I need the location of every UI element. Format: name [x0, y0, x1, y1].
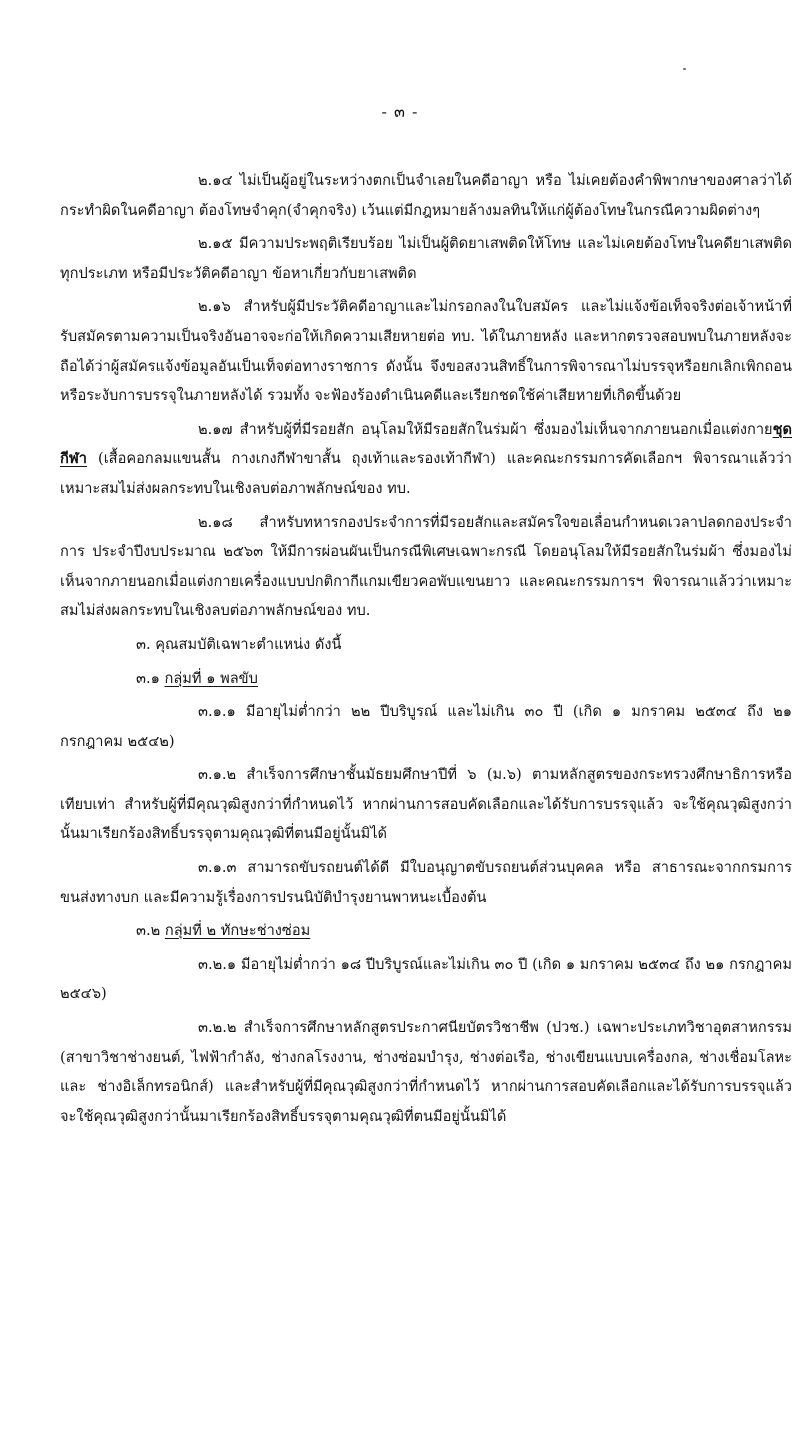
- group-1-number: ๓.๑: [136, 669, 165, 687]
- document-body: [60, 166, 792, 1135]
- clause-2-17-text-c: (เสื้อคอกลมแขนสั้น กางเกงกีฬาขาสั้น ถุงเท้าและรองเท้ากีฬา) และคณะกรรมการคัดเลือกฯ พิจารณาแล้วว่าเหมาะสมไม่ส่งผลกระทบในเชิงลบต่อภาพลักษณ์ของ ทบ.: [60, 450, 792, 497]
- group-2-heading: [60, 916, 792, 946]
- clause-3-1-2: ๓.๑.๒ สำเร็จการศึกษาชั้นมัธยมศึกษาปีที่ ๖ (ม.๖) ตามหลักสูตรของกระทรวงศึกษาธิการหรือเทียบเท่า สำหรับผู้ที่มีคุณวุฒิสูงกว่าที่กำหนดไว้ หากผ่านการสอบคัดเลือกและได้รับการบรรจุแล้ว จะใช้คุณวุฒิสูงกว่านั้นมาเรียกร้องสิทธิ์บรรจุตามคุณวุฒิที่ตนมีอยู่นั้นมิได้: [60, 766, 792, 843]
- clause-2-17-text-a: ๒.๑๗ สำหรับผู้ที่มีรอยสัก อนุโลมให้มีรอยสักในร่มผ้า ซึ่งมองไม่เห็นจากภายนอกเมื่อแต่งกาย: [198, 420, 773, 438]
- group-1-heading: [60, 664, 792, 694]
- clause-3-2-2: ๓.๒.๒ สำเร็จการศึกษาหลักสูตรประกาศนียบัตรวิชาชีพ (ปวช.) เฉพาะประเภทวิชาอุตสาหกรรม (สาขาวิชาช่างยนต์, ไฟฟ้ากำลัง, ช่างกลโรงงาน, ช่างซ่อมบำรุง, ช่างต่อเรือ, ช่างเขียนแบบเครื่องกล, ช่างเชื่อมโลหะ และ ช่างอิเล็กทรอนิกส์) และสำหรับผู้ที่มีคุณวุฒิสูงกว่าที่กำหนดไว้ หากผ่านการสอบคัดเลือกและได้รับการบรรจุแล้ว จะใช้คุณวุฒิสูงกว่านั้นมาเรียกร้องสิทธิ์บรรจุตามคุณวุฒิที่ตนมีอยู่นั้นมิได้: [60, 1019, 792, 1125]
- clause-2-16: ๒.๑๖ สำหรับผู้มีประวัติคดีอาญาและไม่กรอกลงในใบสมัคร และไม่แจ้งข้อเท็จจริงต่อเจ้าหน้าที่รับสมัครตามความเป็นจริงอันอาจจะก่อให้เกิดความเสียหายต่อ ทบ. ได้ในภายหลัง และหากตรวจสอบพบในภายหลังจะถือได้ว่าผู้สมัครแจ้งข้อมูลอันเป็นเท็จต่อทางราชการ ดังนั้น จึงขอสงวนสิทธิ์ในการพิจารณาไม่บรรจุหรือยกเลิกเพิกถอนหรือระงับการบรรจุในภายหลังได้ รวมทั้ง จะฟ้องร้องดำเนินคดีและเรียกชดใช้ค่าเสียหายที่เกิดขึ้นด้วย: [60, 298, 792, 405]
- clause-3-2-1: ๓.๒.๑ มีอายุไม่ต่ำกว่า ๑๘ ปีบริบูรณ์และไม่เกิน ๓๐ ปี (เกิด ๑ มกราคม ๒๕๓๔ ถึง ๒๑ กรกฎาคม ๒๕๔๖): [60, 955, 792, 1003]
- section-3-heading: ๓. คุณสมบัติเฉพาะตำแหน่ง ดังนี้: [136, 635, 342, 653]
- clause-3-1-3: ๓.๑.๓ สามารถขับรถยนต์ได้ดี มีใบอนุญาตขับรถยนต์ส่วนบุคคล หรือ สาธารณะจากกรมการขนส่งทางบก และมีความรู้เรื่องการปรนนิบัติบำรุงยานพาหนะเบื้องต้น: [60, 859, 792, 906]
- clause-2-18: ๒.๑๘ สำหรับทหารกองประจำการที่มีรอยสักและสมัครใจขอเลื่อนกำหนดเวลาปลดกองประจำการ ประจำปีงบประมาณ ๒๕๖๓ ให้มีการผ่อนผันเป็นกรณีพิเศษเฉพาะกรณี โดยอนุโลมให้มีรอยสักในร่มผ้า ซึ่งมองไม่เห็นจากภายนอกเมื่อแต่งกายเครื่องแบบปกติกากีแกมเขียวคอพับแขนยาว และคณะกรรมการฯ พิจารณาแล้วว่าเหมาะสมไม่ส่งผลกระทบในเชิงลบต่อภาพลักษณ์ของ ทบ.: [60, 513, 792, 620]
- page-number: - ๓ -: [381, 102, 419, 121]
- group-1-title: กลุ่มที่ ๑ พลขับ: [164, 669, 258, 687]
- clause-2-15: ๒.๑๕ มีความประพฤติเรียบร้อย ไม่เป็นผู้ติดยาเสพติดให้โทษ และไม่เคยต้องโทษในคดียาเสพติดทุกประเภท หรือมีประวัติคดีอาญา ข้อหาเกี่ยวกับยาเสพติด: [60, 235, 792, 282]
- group-2-title: กลุ่มที่ ๒ ทักษะช่างซ่อม: [164, 922, 311, 940]
- clause-2-17: [60, 415, 792, 504]
- clause-3-1-1: ๓.๑.๑ มีอายุไม่ต่ำกว่า ๒๒ ปีบริบูรณ์ และไม่เกิน ๓๐ ปี (เกิด ๑ มกราคม ๒๕๓๔ ถึง ๒๑ กรกฎาคม ๒๕๔๒): [60, 703, 792, 750]
- clause-2-17-sportswear: ชุดกีฬา: [60, 420, 792, 468]
- scan-speck: [683, 68, 686, 70]
- group-2-number: ๓.๒: [136, 922, 165, 940]
- clause-2-14: ๒.๑๔ ไม่เป็นผู้อยู่ในระหว่างตกเป็นจำเลยในคดีอาญา หรือ ไม่เคยต้องคำพิพากษาของศาลว่าได้กระทำผิดในคดีอาญา ต้องโทษจำคุก(จำคุกจริง) เว้นแต่มีกฎหมายล้างมลทินให้แก่ผู้ต้องโทษในกรณีความผิดต่างๆ: [60, 172, 792, 219]
